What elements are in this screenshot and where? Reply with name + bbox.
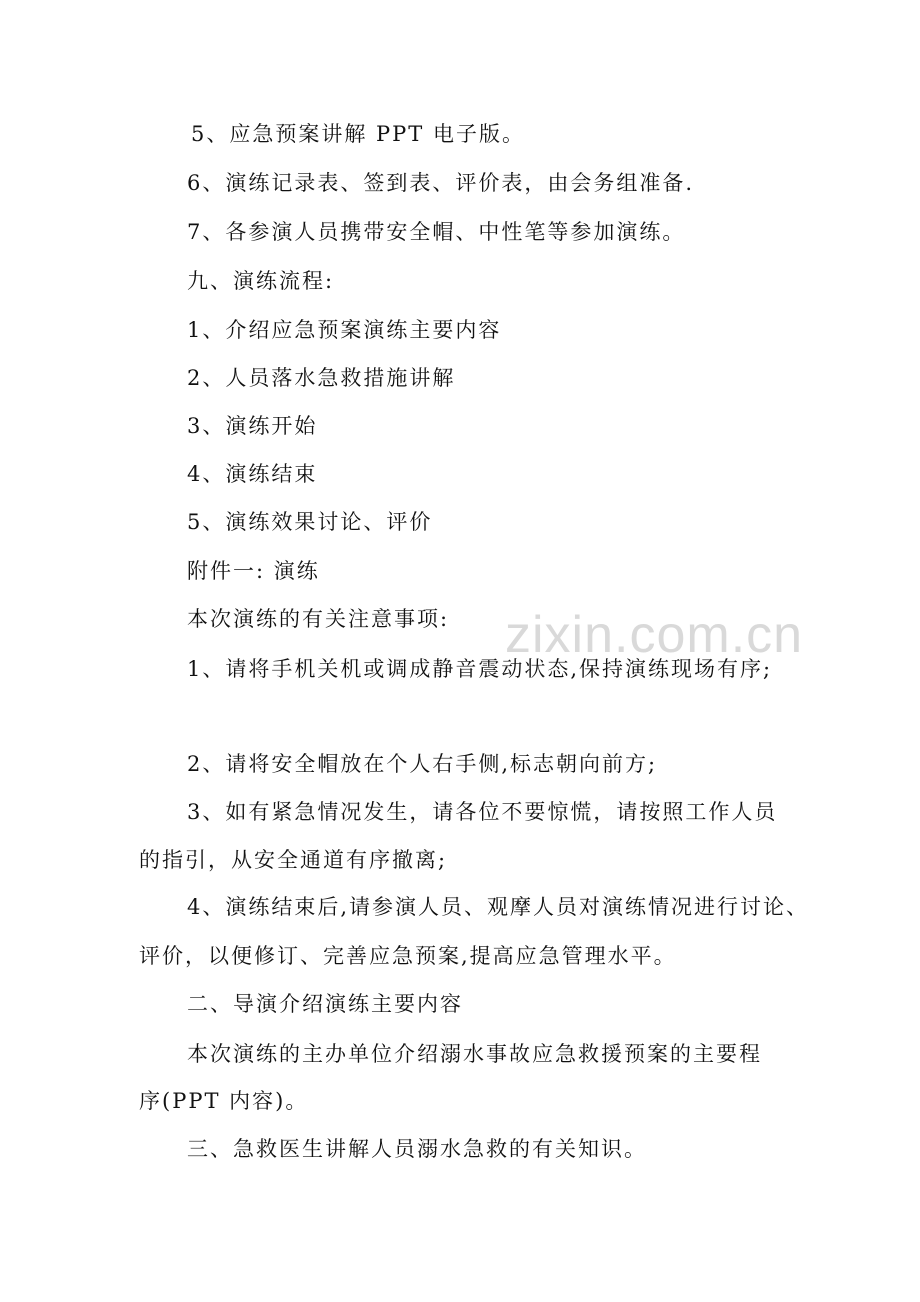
process-step-4: 4、演练结束 — [187, 462, 318, 486]
section-two-body-line-1: 本次演练的主办单位介绍溺水事故应急救援预案的主要程 — [187, 1042, 762, 1066]
note-2: 2、请将安全帽放在个人右手侧,标志朝向前方; — [187, 752, 658, 776]
section-heading-drill-process: 九、演练流程: — [187, 269, 335, 293]
note-1: 1、请将手机关机或调成静音震动状态,保持演练现场有序; — [187, 657, 773, 681]
section-two-body-line-2: 序(PPT 内容)。 — [139, 1089, 309, 1113]
line-item-5-ppt: 5、应急预案讲解 PPT 电子版。 — [191, 122, 525, 146]
watermark: zixin.com.cn — [505, 606, 804, 664]
note-3-line-1: 3、如有紧急情况发生，请各位不要惊慌，请按照工作人员 — [187, 800, 778, 824]
line-item-7-helmets: 7、各参演人员携带安全帽、中性笔等参加演练。 — [187, 220, 686, 244]
note-3-line-2: 的指引，从安全通道有序撤离; — [139, 848, 448, 872]
note-4-line-2: 评价，以便修订、完善应急预案,提高应急管理水平。 — [139, 944, 677, 968]
section-heading-two: 二、导演介绍演练主要内容 — [187, 992, 463, 1016]
line-item-6-forms: 6、演练记录表、签到表、评价表，由会务组准备. — [187, 171, 695, 195]
notes-heading: 本次演练的有关注意事项: — [187, 607, 450, 631]
process-step-2: 2、人员落水急救措施讲解 — [187, 366, 456, 390]
note-4-line-1: 4、演练结束后,请参演人员、观摩人员对演练情况进行讨论、 — [187, 895, 810, 919]
process-step-1: 1、介绍应急预案演练主要内容 — [187, 318, 502, 342]
process-step-5: 5、演练效果讨论、评价 — [187, 510, 433, 534]
process-step-3: 3、演练开始 — [187, 414, 318, 438]
appendix-heading: 附件一: 演练 — [187, 559, 320, 583]
section-heading-three: 三、急救医生讲解人员溺水急救的有关知识。 — [187, 1137, 647, 1161]
